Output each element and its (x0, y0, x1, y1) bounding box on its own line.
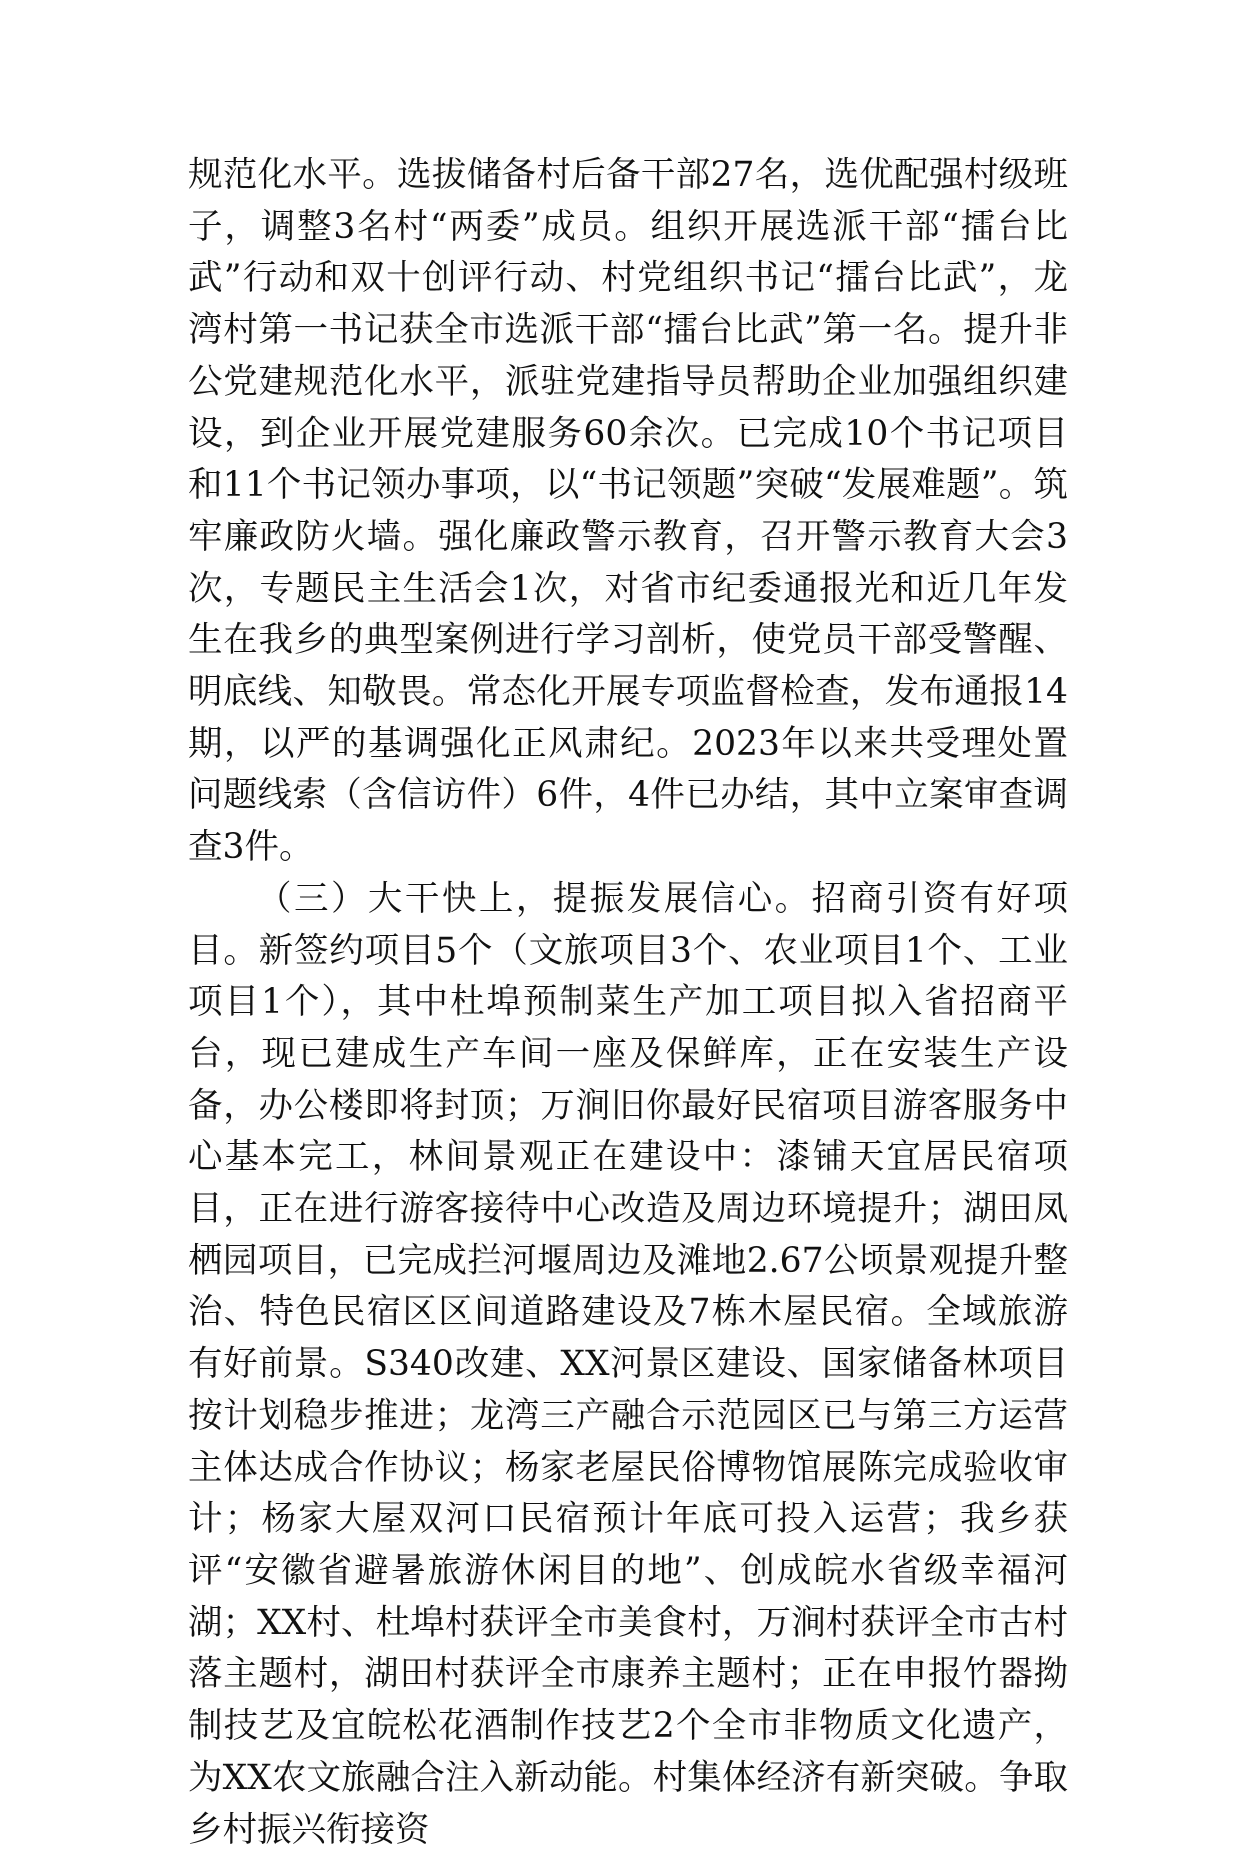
paragraph-development: （三）大干快上，提振发展信心。招商引资有好项目。新签约项目5个（文旅项目3个、农业项目1个、工业项目1个），其中杜埠预制菜生产加工项目拟入省招商平台，现已建成生产车间一座及保鲜库，正在安装生产设备，办公楼即将封顶；万涧旧你最好民宿项目游客服务中心基本完工，林间景观正在建设中：漆铺天宜居民宿项目，正在进行游客接待中心改造及周边环境提升；湖田凤栖园项目，已完成拦河堰周边及滩地2.67公顷景观提升整治、特色民宿区区间道路建设及7栋木屋民宿。全域旅游有好前景。S340改建、XX河景区建设、国家储备林项目按计划稳步推进；龙湾三产融合示范园区已与第三方运营主体达成合作协议；杨家老屋民俗博物馆展陈完成验收审计；杨家大屋双河口民宿预计年底可投入运营；我乡获评“安徽省避暑旅游休闲目的地”、创成皖水省级幸福河湖；XX村、杜埠村获评全市美食村，万涧村获评全市古村落主题村，湖田村获评全市康养主题村；正在申报竹器拗制技艺及宜皖松花酒制作技艺2个全市非物质文化遗产，为XX农文旅融合注入新动能。村集体经济有新突破。争取乡村振兴衔接资 (188, 878, 1068, 1850)
body-text (188, 150, 1068, 1856)
paragraph-party-building: 规范化水平。选拔储备村后备干部27名，选优配强村级班子，调整3名村“两委”成员。组织开展选派干部“擂台比武”行动和双十创评行动、村党组织书记“擂台比武”，龙湾村第一书记获全市选派干部“擂台比武”第一名。提升非公党建规范化水平，派驻党建指导员帮助企业加强组织建设，到企业开展党建服务60余次。已完成10个书记项目和11个书记领办事项，以“书记领题”突破“发展难题”。筑牢廉政防火墙。强化廉政警示教育，召开警示教育大会3次，专题民主生活会1次，对省市纪委通报光和近几年发生在我乡的典型案例进行学习剖析，使党员干部受警醒、明底线、知敬畏。常态化开展专项监督检查，发布通报14期，以严的基调强化正风肃纪。2023年以来共受理处置问题线索（含信访件）6件，4件已办结，其中立案审查调查3件。 (188, 155, 1068, 868)
